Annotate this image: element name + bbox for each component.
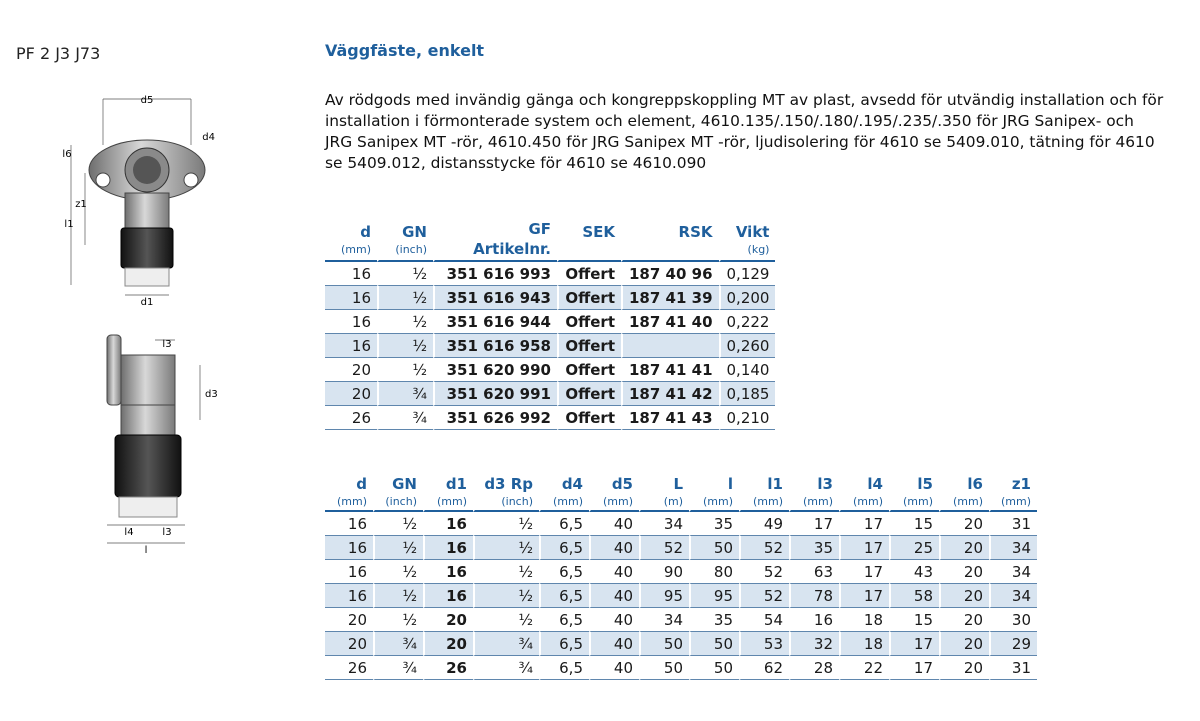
column-unit: (m) [663,495,683,508]
table-cell: 187 41 43 [621,406,719,430]
table-cell: 20 [939,608,989,632]
column-unit: (inch) [395,242,427,256]
column-label: l4 [867,475,883,493]
table-cell: ½ [377,358,433,382]
table-cell: 32 [789,632,839,656]
table-cell: 52 [739,584,789,608]
label-l1: l1 [64,219,74,230]
table-cell: 20 [325,358,377,382]
table-cell: 16 [325,536,373,560]
table-row [325,512,1037,536]
table-row [325,406,775,430]
table-cell: ¾ [473,656,539,680]
table-cell: 351 616 958 [433,334,557,358]
table-cell: 18 [839,632,889,656]
table-cell: 17 [839,512,889,536]
column-header [473,475,539,512]
table-cell: 187 40 96 [621,262,719,286]
table-cell: 18 [839,608,889,632]
table-cell: ½ [473,536,539,560]
column-label: SEK [582,222,615,241]
column-unit: (mm) [802,495,833,508]
column-header [539,475,589,512]
table-cell: 16 [325,310,377,334]
column-unit: (inch) [501,495,533,508]
table-cell: 63 [789,560,839,584]
table-cell: 54 [739,608,789,632]
column-unit: Artikelnr. [473,240,551,258]
label-d4: d4 [202,132,215,143]
table-cell: 43 [889,560,939,584]
table-cell: 20 [423,632,473,656]
table-cell: 16 [325,286,377,310]
column-label: GN [402,222,427,241]
column-unit: (mm) [340,242,371,256]
column-header [433,220,557,262]
table-cell: 40 [589,560,639,584]
table-cell: ½ [377,334,433,358]
table-cell: 90 [639,560,689,584]
table-cell: 0,222 [719,310,776,334]
table-row [325,656,1037,680]
table-cell: 187 41 41 [621,358,719,382]
table-cell: 26 [325,406,377,430]
table-cell: ¾ [377,406,433,430]
dimensions-table [325,475,1037,680]
table-cell: 50 [689,656,739,680]
table-cell: 20 [939,632,989,656]
column-label: z1 [1011,475,1031,493]
table-cell: 50 [689,632,739,656]
table-cell: ¾ [373,632,423,656]
column-header [325,475,373,512]
column-label: l5 [917,475,933,493]
table-cell: 35 [689,512,739,536]
table-cell: 16 [325,334,377,358]
table-cell: 49 [739,512,789,536]
column-header [639,475,689,512]
table-row [325,286,775,310]
table-cell: 20 [939,656,989,680]
table-cell: 20 [939,536,989,560]
table-cell: ½ [373,608,423,632]
table-cell: 16 [325,512,373,536]
table-cell: 62 [739,656,789,680]
table-cell: 29 [989,632,1037,656]
table-cell: 52 [739,536,789,560]
table-row [325,584,1037,608]
table-cell: 16 [325,262,377,286]
column-unit: (mm) [902,495,933,508]
table-cell: 187 41 40 [621,310,719,334]
fitting-drawing [55,85,218,560]
table-cell: Offert [557,334,621,358]
column-unit: (mm) [602,495,633,508]
column-header [889,475,939,512]
label-l3b: l3 [162,527,172,538]
column-header [377,220,433,262]
table-cell: 17 [889,656,939,680]
table-cell: ½ [373,584,423,608]
table-cell: 40 [589,536,639,560]
column-header [689,475,739,512]
table-row [325,608,1037,632]
column-header [739,475,789,512]
table-cell: Offert [557,382,621,406]
table-cell: ½ [373,560,423,584]
table-row [325,560,1037,584]
table-cell: 20 [939,584,989,608]
table-cell: 40 [589,512,639,536]
column-unit: (kg) [747,242,770,256]
column-header [989,475,1037,512]
table-cell: 16 [423,584,473,608]
table-row [325,262,775,286]
table-cell: 40 [589,632,639,656]
column-unit [629,243,713,256]
table-cell: Offert [557,358,621,382]
table-cell: ½ [373,536,423,560]
table-cell: 6,5 [539,656,589,680]
table-cell: 22 [839,656,889,680]
column-header [719,220,776,262]
table-cell: ½ [377,286,433,310]
table-cell: 351 620 991 [433,382,557,406]
table-cell: 40 [589,608,639,632]
table-cell: 80 [689,560,739,584]
table-cell: ½ [473,584,539,608]
column-header [839,475,889,512]
table-cell: Offert [557,262,621,286]
table-cell: 52 [639,536,689,560]
table-cell: 31 [989,512,1037,536]
label-d5: d5 [140,95,154,106]
column-unit: (mm) [552,495,583,508]
table-cell: 0,210 [719,406,776,430]
table-cell: 34 [989,536,1037,560]
column-header [621,220,719,262]
table-row [325,632,1037,656]
table-cell [621,334,719,358]
table-cell: 351 620 990 [433,358,557,382]
product-code: PF 2 J3 J73 [16,44,101,63]
label-l: l [144,545,148,556]
table-cell: 16 [423,536,473,560]
table-cell: 26 [423,656,473,680]
table-cell: 6,5 [539,584,589,608]
table-cell: 58 [889,584,939,608]
table-cell: 0,129 [719,262,776,286]
column-label: l3 [817,475,833,493]
table-cell: ½ [377,310,433,334]
table-cell: 20 [939,512,989,536]
table-cell: ½ [473,608,539,632]
table-cell: 16 [423,512,473,536]
table-cell: 351 616 944 [433,310,557,334]
column-label: l1 [767,475,783,493]
column-label: d [356,475,367,493]
table-row [325,310,775,334]
table-row [325,358,775,382]
table-cell: ½ [473,512,539,536]
table-row [325,334,775,358]
table-cell: 95 [639,584,689,608]
table-cell: 34 [989,560,1037,584]
table-row [325,536,1037,560]
table-cell: 17 [889,632,939,656]
table-cell: 187 41 42 [621,382,719,406]
article-table [325,220,775,430]
column-unit: (mm) [1000,495,1031,508]
table-cell: 6,5 [539,560,589,584]
table-cell: 16 [789,608,839,632]
label-l4: l4 [124,527,134,538]
table-cell: 35 [789,536,839,560]
product-description: Av rödgods med invändig gänga och kongreppskoppling MT av plast, avsedd för utvändig installation och för installation i förmonterade system och element, 4610.135/.150/.180/.195/.235/.350 för JRG Sanipex- och JRG Sanipex MT -rör, 4610.450 för JRG Sanipex MT -rör, ljudisolering för 4610 se 5409.010, tätning för 4610 se 5409.012, distansstycke för 4610 se 4610.090 [325,91,1164,172]
table-cell: 50 [639,632,689,656]
column-unit: (mm) [436,495,467,508]
table-cell: 53 [739,632,789,656]
label-d3: d3 [205,389,218,400]
column-unit: (mm) [702,495,733,508]
table-cell: ¾ [373,656,423,680]
table-cell: 28 [789,656,839,680]
table-cell: 16 [325,584,373,608]
table-cell: 17 [839,584,889,608]
column-label: d5 [611,475,633,493]
column-unit: (mm) [952,495,983,508]
table-cell: 34 [639,608,689,632]
table-cell: 78 [789,584,839,608]
column-label: L [673,475,683,493]
table-cell: 0,140 [719,358,776,382]
table-cell: 351 626 992 [433,406,557,430]
table-row [325,382,775,406]
label-z1: z1 [75,199,87,210]
product-title: Väggfäste, enkelt [325,41,485,60]
table-cell: 20 [325,608,373,632]
table-cell: 40 [589,656,639,680]
table-cell: 35 [689,608,739,632]
table-cell: 0,260 [719,334,776,358]
table-cell: 187 41 39 [621,286,719,310]
column-label: d1 [445,475,467,493]
column-header [423,475,473,512]
label-l6: l6 [62,149,72,160]
table-cell: 17 [839,536,889,560]
column-label: l6 [967,475,983,493]
table-cell: 6,5 [539,632,589,656]
table-cell: 0,185 [719,382,776,406]
table-cell: 20 [423,608,473,632]
table-cell: ½ [377,262,433,286]
table-cell: 351 616 943 [433,286,557,310]
column-label: d4 [561,475,583,493]
column-unit: (mm) [852,495,883,508]
table-cell: 17 [839,560,889,584]
label-d1: d1 [140,297,154,308]
table-cell: 95 [689,584,739,608]
column-unit: (inch) [385,495,417,508]
column-label: d3 Rp [484,475,533,493]
table-cell: 15 [889,608,939,632]
column-unit: (mm) [336,495,367,508]
column-header [939,475,989,512]
table-cell: 16 [423,560,473,584]
table-cell: 26 [325,656,373,680]
table-cell: 34 [989,584,1037,608]
table-cell: 0,200 [719,286,776,310]
column-label: l [727,475,733,493]
table-cell: Offert [557,310,621,334]
column-header [373,475,423,512]
column-header [325,220,377,262]
table-cell: 52 [739,560,789,584]
side-view [107,335,218,556]
table-cell: 20 [325,632,373,656]
table-cell: 17 [789,512,839,536]
table-cell: ¾ [377,382,433,406]
table-cell: 351 616 993 [433,262,557,286]
column-header [589,475,639,512]
front-view [62,95,215,308]
column-label: d [360,222,371,241]
column-label: Vikt [735,222,770,241]
table-cell: 34 [639,512,689,536]
table-cell: Offert [557,406,621,430]
table-cell: 50 [639,656,689,680]
table-cell: ½ [373,512,423,536]
table-cell: Offert [557,286,621,310]
table-cell: ¾ [473,632,539,656]
table-cell: 20 [325,382,377,406]
table-cell: 16 [325,560,373,584]
table-cell: 50 [689,536,739,560]
column-unit: (mm) [752,495,783,508]
table-cell: 20 [939,560,989,584]
column-unit [565,243,615,256]
column-label: GF [528,220,551,238]
table-cell: 25 [889,536,939,560]
table-cell: 6,5 [539,608,589,632]
table-cell: 30 [989,608,1037,632]
label-l3: l3 [162,339,172,350]
table-cell: 6,5 [539,512,589,536]
column-header [557,220,621,262]
column-label: GN [392,475,417,493]
table-cell: 40 [589,584,639,608]
table-cell: 6,5 [539,536,589,560]
table-cell: 31 [989,656,1037,680]
column-label: RSK [678,222,713,241]
table-cell: ½ [473,560,539,584]
column-header [789,475,839,512]
table-cell: 15 [889,512,939,536]
